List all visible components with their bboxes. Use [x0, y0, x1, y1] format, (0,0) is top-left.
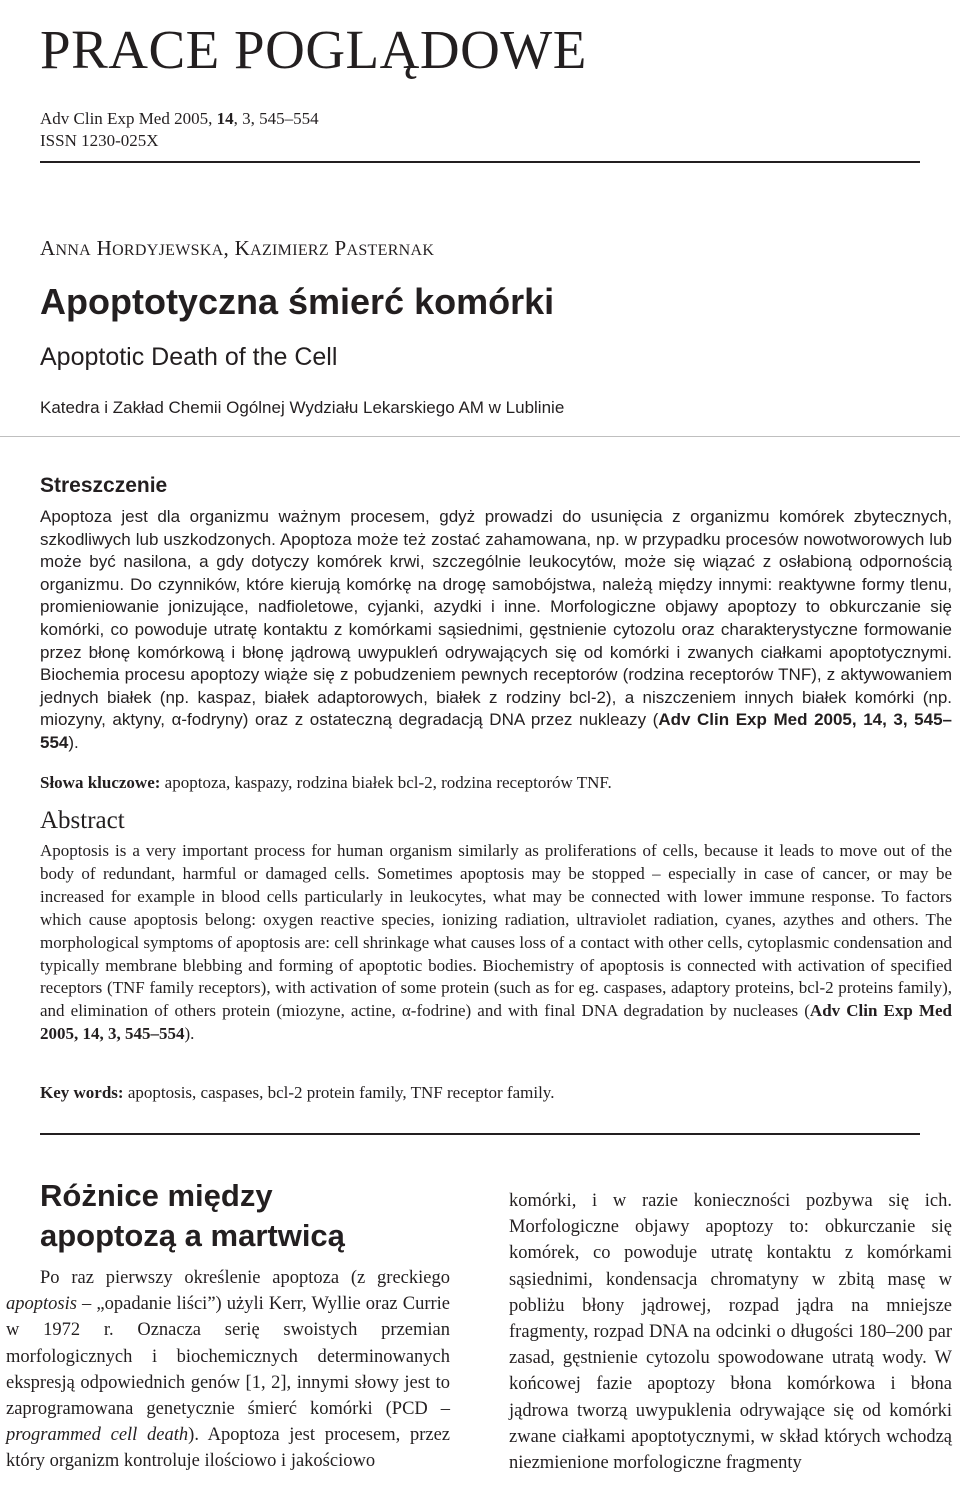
streszczenie-text: Apoptoza jest dla organizmu ważnym procesem, gdyż prowadzi do usunięcia z organizmu komórek zbytecznych, szkodliwych lub uszkodzonych. Apoptoza może też zostać zahamowana, np. w przypadku procesów nowotworowych lub może być nasilona, a gdy dotyczy komórek krwi, szczególnie leukocytów, może się wiązać z osłabioną odpornością organizmu. Do czynników, które kierują komórkę na drogę samobójstwa, należą między innymi: reaktywne formy tlenu, promieniowanie jonizujące, nadfioletowe, cyjanki, azydki i inne. Morfologiczne objawy apoptozy to obkurczanie się komórki, co powoduje utratę kontaktu z komórkami sąsiednimi, gęstnienie cytozolu oraz charakterystyczne formowanie przez błonę komórkową i błonę jądrową uwypukleń odrywających się od komórki i zwanych ciałkami apoptotycznymi. Biochemia procesu apoptozy wiąże się z pobudzeniem pewnych receptorów (rodzina receptorów TNF), z aktywowaniem jednych białek (np. kaspaz, białek adaptorowych, białek z rodziny bcl-2), a niszczeniem innych białek komórki (np. miozyny, aktyny, α-fodryny) oraz z ostateczną degradacją DNA przez nukleazy (	[40, 507, 952, 730]
journal-issn: ISSN 1230-025X	[40, 131, 159, 150]
streszczenie-heading: Streszczenie	[40, 474, 168, 497]
affiliation-divider	[0, 436, 960, 437]
left-text-2: – „opadanie liści”) użyli Kerr, Wyllie oraz Currie w 1972 r. Oznacza serię swoistych przemian morfologicznych i biochemicznych determinowanych ekspresją odpowiednich genów [1, 2], innymi słowy jest to zaprogramowana genetycznie śmierć komórki (PCD –	[6, 1294, 450, 1420]
left-italic-2: programmed cell death	[6, 1425, 189, 1446]
author-1-first-initial: A	[40, 236, 56, 260]
streszczenie-end: ).	[68, 732, 79, 752]
author-2-last-rest: ASTERNAK	[346, 242, 435, 259]
section-heading-line-1: Różnice między	[40, 1178, 273, 1213]
author-2-first-initial: K	[234, 236, 251, 260]
author-1-first-rest: NNA	[55, 242, 92, 259]
author-affiliation: Katedra i Zakład Chemii Ogólnej Wydziału Lekarskiego AM w Lublinie	[40, 398, 565, 417]
section-heading-line-2: apoptozą a martwicą	[40, 1218, 345, 1253]
abstract-paragraph	[40, 840, 952, 1046]
abstract-divider	[40, 1133, 920, 1135]
left-italic-1: apoptosis	[6, 1294, 77, 1315]
left-text-3: ). Apoptoza jest procesem, przez który organizm kontroluje ilościowo i jakościowo	[6, 1425, 450, 1472]
journal-reference	[40, 108, 319, 152]
keywords-polish	[40, 772, 952, 794]
abstract-citation: Adv Clin Exp Med 2005, 14, 3, 545–554	[40, 1001, 952, 1044]
keywords-english-label: Key words:	[40, 1083, 124, 1102]
author-2-first-rest: AZIMIERZ	[250, 242, 329, 259]
keywords-polish-list: apoptoza, kaspazy, rodzina białek bcl-2, rodzina receptorów TNF.	[160, 773, 612, 792]
article-title-polish: Apoptotyczna śmierć komórki	[40, 281, 555, 322]
keywords-english-list: apoptosis, caspases, bcl-2 protein family, TNF receptor family.	[123, 1083, 555, 1102]
streszczenie-paragraph	[40, 506, 952, 755]
left-text-1: Po raz pierwszy określenie apoptoza (z greckiego	[40, 1268, 450, 1288]
article-title-english: Apoptotic Death of the Cell	[40, 343, 338, 371]
journal-volume: 14	[216, 109, 234, 128]
author-1-last-initial: H	[96, 236, 113, 260]
body-column-left	[6, 1265, 450, 1475]
keywords-english	[40, 1082, 952, 1104]
journal-citation-suffix: , 3, 545–554	[233, 109, 319, 128]
section-heading	[40, 1176, 460, 1256]
author-2-last-initial: P	[334, 236, 347, 260]
streszczenie-citation: Adv Clin Exp Med 2005, 14, 3, 545–554	[40, 710, 952, 752]
header-divider	[40, 161, 920, 163]
author-list	[40, 234, 434, 265]
keywords-polish-label: Słowa kluczowe:	[40, 773, 161, 792]
body-column-right: komórki, i w razie konieczności pozbywa się ich. Morfologiczne objawy apoptozy to: obkurczanie się komórek, co powoduje utratę kontaktu z komórkami sąsiednimi, kondensacja chromatyny w zbitą masę w pobliżu błony jądrowej, rozpad jądra na mniejsze fragmenty, rozpad DNA na odcinki o długości 180–200 par zasad, gęstnienie cytozolu spowodowane utratą wody. W końcowej fazie apoptozy błona komórkowa i błona jądrowa tworzą uwypuklenia odrywające się od komórki zwane ciałkami apoptotycznymi, w skład których wchodzą niezmienione morfologiczne fragmenty	[509, 1191, 952, 1474]
journal-citation-line	[40, 108, 319, 130]
author-1-last-rest: ORDYJEWSKA	[112, 242, 224, 259]
section-title: PRACE POGLĄDOWE	[40, 19, 587, 80]
abstract-heading: Abstract	[40, 807, 125, 834]
author-separator: ,	[223, 236, 235, 260]
abstract-end: ).	[184, 1024, 195, 1044]
journal-citation-prefix: Adv Clin Exp Med 2005,	[40, 109, 217, 128]
abstract-text: Apoptosis is a very important process for human organism similarly as proliferations of cells, because it leads to move out of the body of redundant, harmful or damaged cells. Sometimes apoptosis may be stopped – especially in case of cancer, or may be increased for example in blood cells particularly in leukocytes, what may be connected with lower immune response. To factors which cause apoptosis belong: oxygen reactive species, ionizing radiation, ultraviolet radiation, cyanes, azythes and others. The morphological symptoms of apoptosis are: cell shrinkage what causes loss of a contact with other cells, cytoplasmic condensation and typically membrane blebbing and forming of apoptotic bodies. Biochemistry of apoptosis is connected with activation of specified receptors (TNF family receptors), with activation of some protein (such as for eg. caspases, adaptory proteins, bcl-2 proteins family), and elimination of others protein (miozyne, actine, α-fodrine) and with final DNA degradation by nucleases (	[40, 841, 952, 1021]
